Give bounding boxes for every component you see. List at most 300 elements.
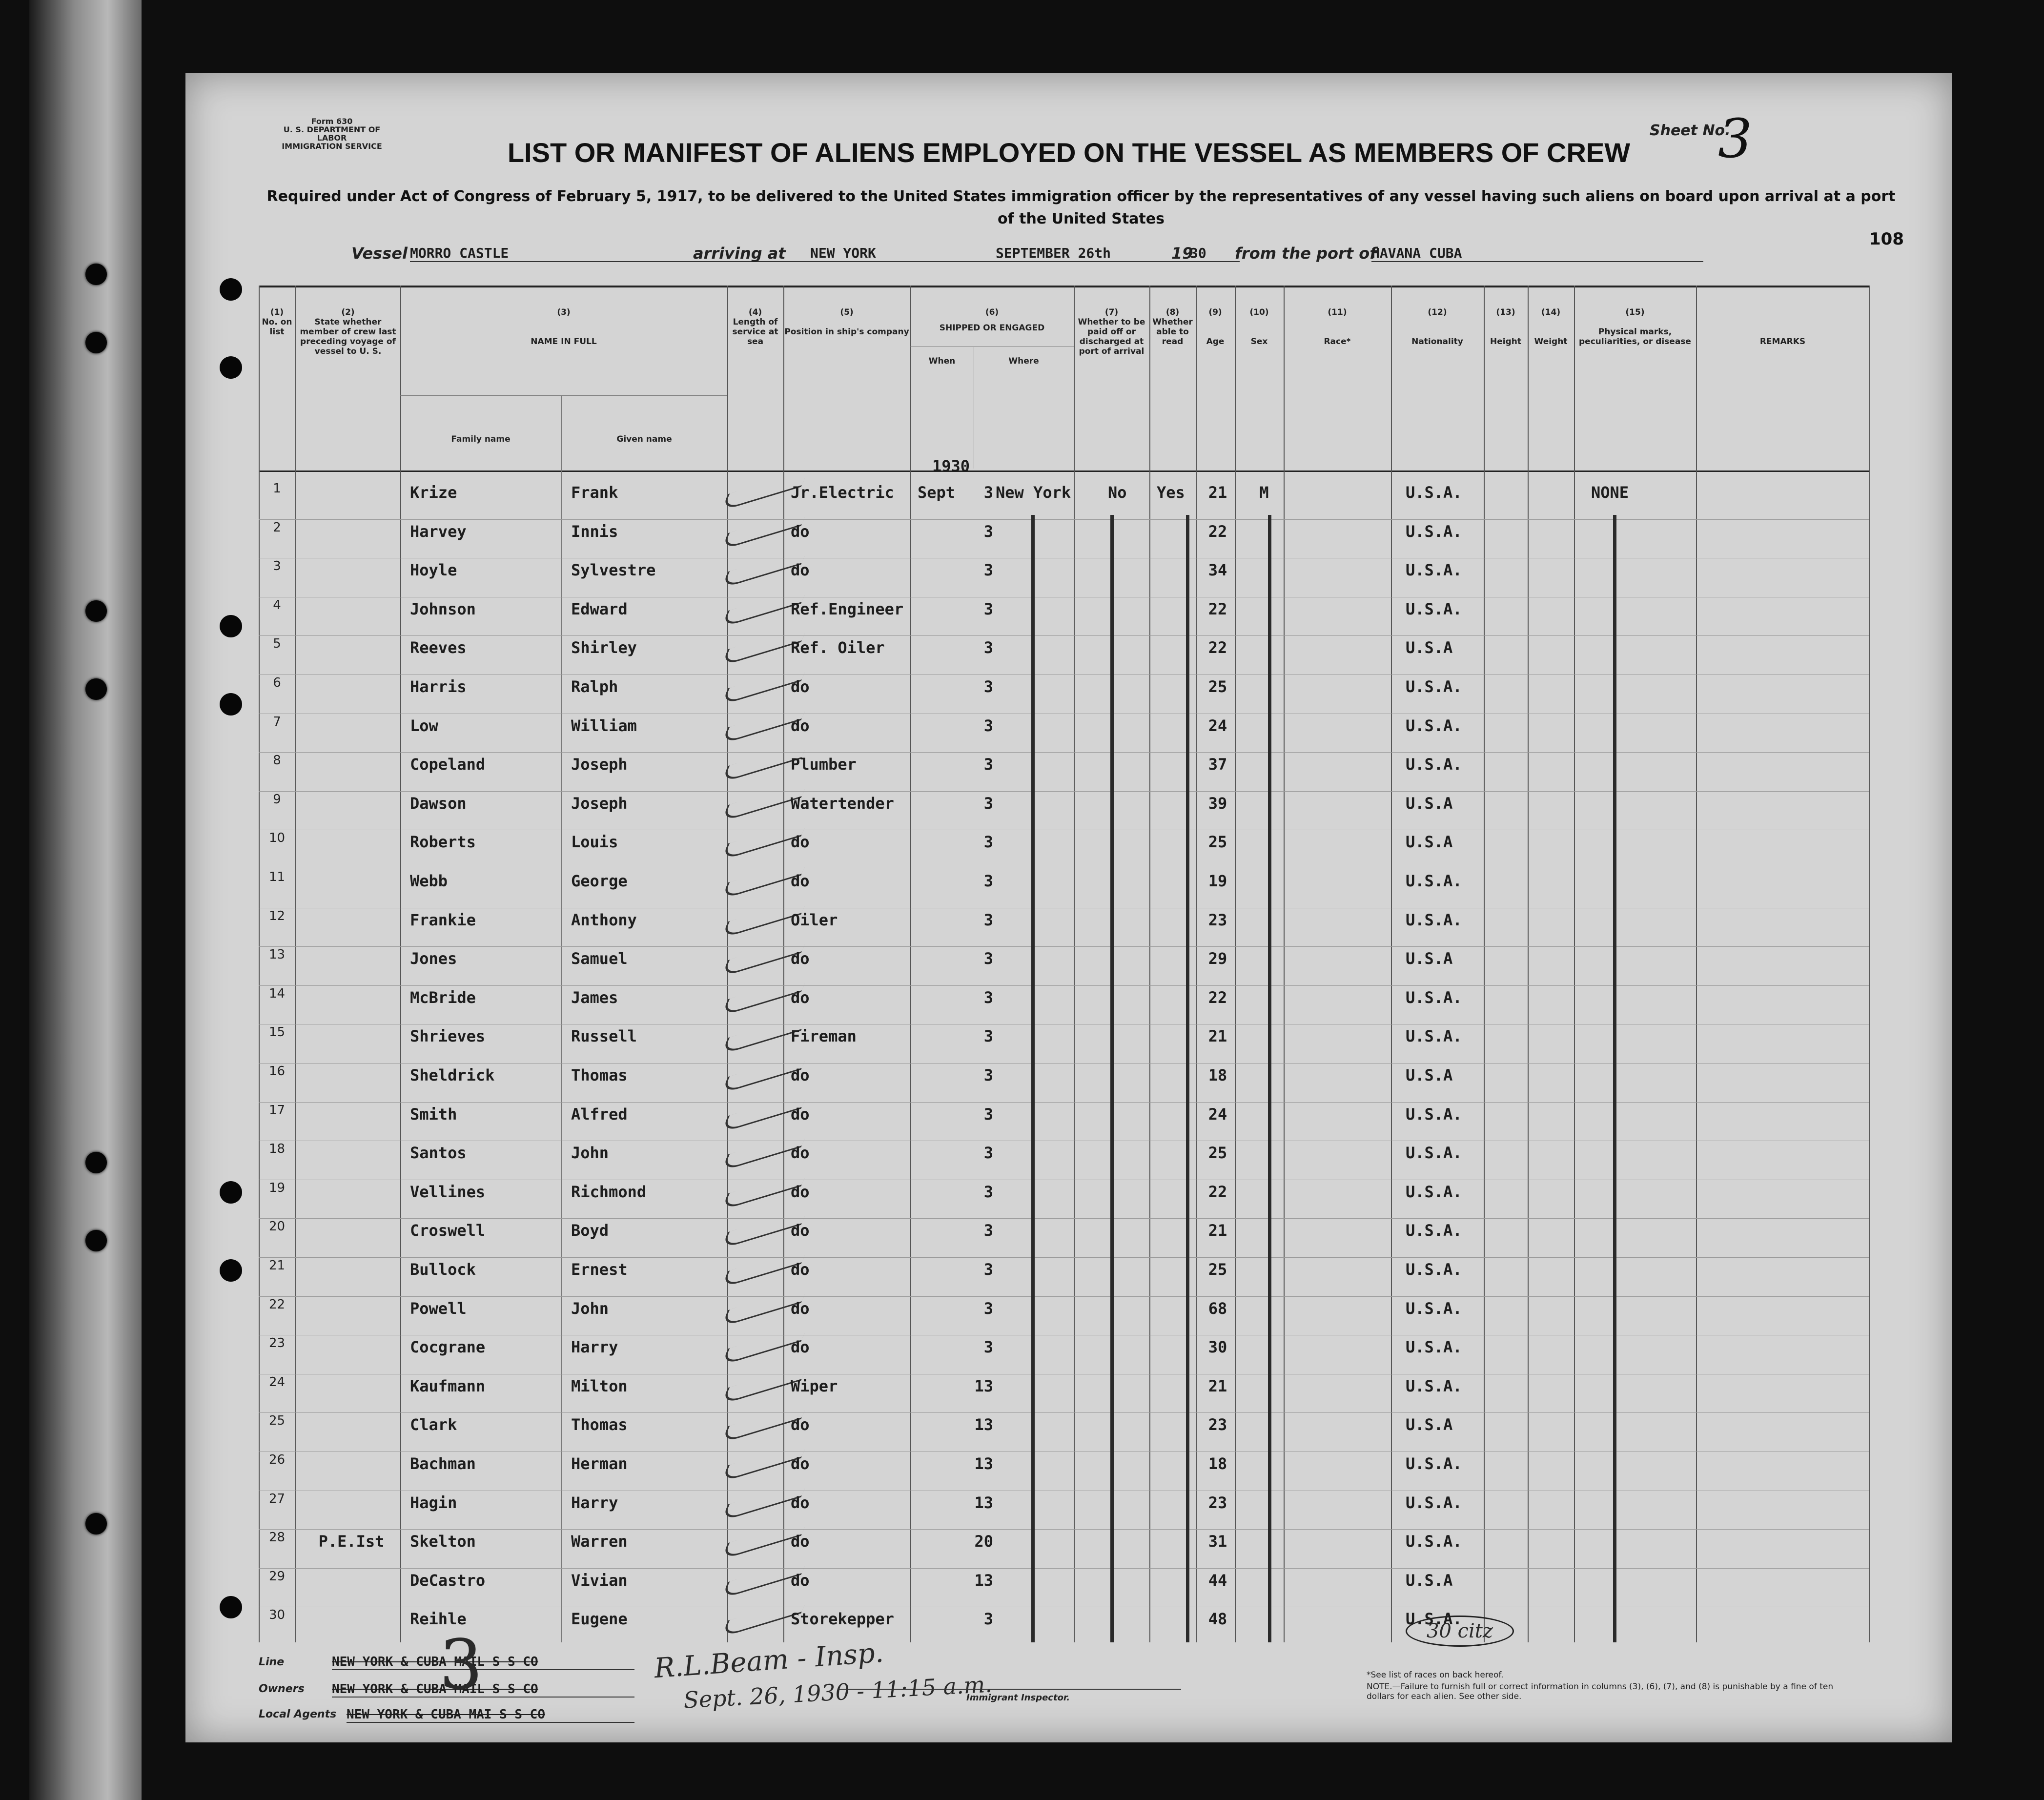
row-given: Milton bbox=[571, 1376, 628, 1395]
row-age: 39 bbox=[1208, 794, 1227, 813]
row-when: 3 bbox=[983, 677, 993, 696]
agents-value: NEW YORK & CUBA MAI S S CO bbox=[347, 1707, 634, 1723]
adjacent-page-edge bbox=[29, 0, 142, 1800]
row-when: 3 bbox=[983, 1338, 993, 1357]
row-position: Storekepper bbox=[791, 1610, 894, 1629]
row-family: Shrieves bbox=[410, 1027, 486, 1046]
row-nationality: U.S.A. bbox=[1406, 1144, 1462, 1163]
row-rule bbox=[259, 752, 1869, 753]
row-family: Powell bbox=[410, 1299, 467, 1318]
row-nationality: U.S.A. bbox=[1406, 910, 1462, 929]
row-when: 3 bbox=[983, 949, 993, 968]
row-position: do bbox=[791, 949, 810, 968]
ditto-line-where bbox=[1031, 515, 1035, 1642]
row-age: 21 bbox=[1208, 1027, 1227, 1046]
row-when: 3 bbox=[983, 561, 993, 580]
row-rule bbox=[259, 946, 1869, 947]
row-nationality: U.S.A bbox=[1406, 638, 1453, 657]
row-no: 30 bbox=[268, 1608, 286, 1623]
row-no: 14 bbox=[268, 986, 286, 1001]
row-given: Ernest bbox=[571, 1260, 628, 1279]
col-divider bbox=[1235, 286, 1236, 1642]
inspection-timestamp: Sept. 26, 1930 - 11:15 a.m. bbox=[683, 1671, 993, 1714]
row-nationality: U.S.A. bbox=[1406, 1105, 1462, 1124]
row-age: 31 bbox=[1208, 1532, 1227, 1551]
table-border-right bbox=[1869, 286, 1870, 1642]
row-given: Joseph bbox=[571, 794, 628, 813]
col5-header: (5) Position in ship's company bbox=[784, 307, 909, 337]
row-when: 3 bbox=[983, 1066, 993, 1084]
col10-header: (10) Sex bbox=[1249, 307, 1269, 347]
row-no: 10 bbox=[268, 831, 286, 846]
row-rule bbox=[259, 519, 1869, 520]
row-rule bbox=[259, 1063, 1869, 1064]
row-given: Edward bbox=[571, 599, 628, 618]
row-position: Fireman bbox=[791, 1027, 857, 1046]
row-family: Cocgrane bbox=[410, 1338, 486, 1357]
row-given: Boyd bbox=[571, 1221, 609, 1240]
row-family: Hagin bbox=[410, 1493, 457, 1512]
row-age: 22 bbox=[1208, 1182, 1227, 1201]
row-given: James bbox=[571, 988, 618, 1007]
col6a-header: When bbox=[928, 356, 956, 366]
row-given: William bbox=[571, 716, 637, 735]
col-divider bbox=[1528, 286, 1529, 1642]
row-position: Oiler bbox=[791, 910, 838, 929]
row-position: do bbox=[791, 1182, 810, 1201]
col-divider bbox=[1149, 286, 1150, 1642]
arriving-label: arriving at bbox=[693, 244, 786, 263]
manifest-page bbox=[185, 73, 1952, 1742]
row-no: 3 bbox=[273, 559, 281, 574]
row-age: 25 bbox=[1208, 1144, 1227, 1163]
col14-header: (14) Weight bbox=[1534, 307, 1568, 347]
page-title: LIST OR MANIFEST OF ALIENS EMPLOYED ON THE VESSEL AS MEMBERS OF CREW bbox=[507, 137, 1631, 168]
row-no: 15 bbox=[268, 1025, 286, 1040]
row-where: New York bbox=[996, 483, 1071, 502]
form-label: Form 630 U. S. DEPARTMENT OF LABOR IMMIGRATION SERVICE bbox=[282, 117, 382, 151]
row-when: 3 bbox=[983, 599, 993, 618]
stamped-number: 3 bbox=[439, 1625, 483, 1705]
row-family: Frankie bbox=[410, 910, 476, 929]
ditto-line-sex bbox=[1268, 515, 1271, 1642]
row-when: 13 bbox=[974, 1493, 993, 1512]
row-position: do bbox=[791, 872, 810, 890]
row-position: do bbox=[791, 1299, 810, 1318]
col-divider bbox=[400, 286, 401, 1642]
row-age: 37 bbox=[1208, 755, 1227, 774]
row-when: 20 bbox=[974, 1532, 993, 1551]
row-when: 3 bbox=[983, 1221, 993, 1240]
row-given: Harry bbox=[571, 1493, 618, 1512]
punch-hole bbox=[220, 1259, 242, 1282]
col2-header: (2) State whether member of crew last preceding voyage of vessel to U. S. bbox=[300, 307, 396, 356]
row-position: do bbox=[791, 1144, 810, 1163]
row-nationality: U.S.A bbox=[1406, 833, 1453, 852]
row-no: 27 bbox=[268, 1491, 286, 1506]
col-divider bbox=[1696, 286, 1697, 1642]
owners-label: Owners bbox=[259, 1683, 305, 1695]
row-nationality: U.S.A. bbox=[1406, 872, 1462, 890]
punch-hole bbox=[220, 1181, 242, 1204]
punch-hole bbox=[220, 278, 242, 301]
col9-header: (9) Age bbox=[1206, 307, 1225, 347]
row-rule bbox=[259, 1568, 1869, 1569]
row-nationality: U.S.A. bbox=[1406, 599, 1462, 618]
col3-header: (3) NAME IN FULL bbox=[531, 307, 597, 347]
row-position: do bbox=[791, 561, 810, 580]
inspector-signature: R.L.Beam - Insp. bbox=[653, 1636, 885, 1685]
agents-label: Local Agents bbox=[259, 1708, 337, 1720]
row-nationality: U.S.A bbox=[1406, 1415, 1453, 1434]
row-given: Alfred bbox=[571, 1105, 628, 1124]
row-when: 3 bbox=[983, 794, 993, 813]
row-month: Sept bbox=[918, 483, 956, 502]
arrival-date: SEPTEMBER 26th bbox=[996, 245, 1240, 262]
row-rule bbox=[259, 1412, 1869, 1413]
row-position: do bbox=[791, 522, 810, 541]
year-suffix: 30 bbox=[1190, 245, 1206, 261]
row-age: 22 bbox=[1208, 988, 1227, 1007]
row-given: Ralph bbox=[571, 677, 618, 696]
row-age: 34 bbox=[1208, 561, 1227, 580]
ditto-line-marks bbox=[1613, 515, 1616, 1642]
page-number: 108 bbox=[1869, 229, 1904, 249]
row-given: Thomas bbox=[571, 1066, 628, 1084]
row-no: 13 bbox=[268, 947, 286, 962]
row-position: do bbox=[791, 1221, 810, 1240]
row-no: 21 bbox=[268, 1258, 286, 1273]
col3a-header: Family name bbox=[451, 434, 511, 444]
row-age: 29 bbox=[1208, 949, 1227, 968]
row-given: Vivian bbox=[571, 1571, 628, 1590]
row-family: Hoyle bbox=[410, 561, 457, 580]
row-rule bbox=[259, 1257, 1869, 1258]
row-nationality: U.S.A. bbox=[1406, 483, 1462, 502]
col-divider bbox=[295, 286, 296, 1642]
row-marks: NONE bbox=[1591, 483, 1629, 502]
row-given: Samuel bbox=[571, 949, 628, 968]
row-position: do bbox=[791, 1571, 810, 1590]
citizen-count-note: 30 citz bbox=[1406, 1616, 1514, 1647]
row-nationality: U.S.A. bbox=[1406, 1532, 1462, 1551]
row-position: do bbox=[791, 1454, 810, 1473]
row-family: Reihle bbox=[410, 1610, 467, 1629]
row-age: 22 bbox=[1208, 599, 1227, 618]
row-when: 3 bbox=[983, 1027, 993, 1046]
year-heading: 1930 bbox=[932, 457, 970, 475]
row-age: 24 bbox=[1208, 716, 1227, 735]
row-no: 16 bbox=[268, 1064, 286, 1079]
row-when: 3 bbox=[983, 833, 993, 852]
row-family: Johnson bbox=[410, 599, 476, 618]
row-nationality: U.S.A. bbox=[1406, 1182, 1462, 1201]
row-position: Wiper bbox=[791, 1376, 838, 1395]
row-when: 3 bbox=[983, 755, 993, 774]
col6b-header: Where bbox=[1008, 356, 1039, 366]
row-given: Sylvestre bbox=[571, 561, 656, 580]
row-rule bbox=[259, 791, 1869, 792]
from-label: from the port of bbox=[1235, 244, 1377, 263]
row-nationality: U.S.A. bbox=[1406, 1221, 1462, 1240]
row-rule bbox=[259, 635, 1869, 636]
row-age: 21 bbox=[1208, 1376, 1227, 1395]
row-age: 19 bbox=[1208, 872, 1227, 890]
row-no: 5 bbox=[273, 636, 281, 652]
col6-header: (6) SHIPPED OR ENGAGED bbox=[939, 307, 1045, 333]
punch-hole bbox=[220, 693, 242, 716]
row-given: Harry bbox=[571, 1338, 618, 1357]
row-when: 3 bbox=[983, 988, 993, 1007]
col8-header: (8) Whether able to read bbox=[1152, 307, 1193, 347]
row-nationality: U.S.A. bbox=[1406, 716, 1462, 735]
row-no: 19 bbox=[268, 1180, 286, 1195]
col-divider bbox=[1391, 286, 1392, 1642]
row-family: Bullock bbox=[410, 1260, 476, 1279]
punch-hole bbox=[220, 1596, 242, 1618]
col1-header: (1) No. on list bbox=[262, 307, 292, 337]
row-position: do bbox=[791, 833, 810, 852]
row-no: 29 bbox=[268, 1569, 286, 1584]
row-family: McBride bbox=[410, 988, 476, 1007]
row-when: 13 bbox=[974, 1376, 993, 1395]
row-no: 24 bbox=[268, 1374, 286, 1390]
row-family: Santos bbox=[410, 1144, 467, 1163]
inspector-rule bbox=[839, 1689, 1181, 1690]
row-nationality: U.S.A. bbox=[1406, 1338, 1462, 1357]
row-rule bbox=[259, 1296, 1869, 1297]
owners-value: NEW YORK & CUBA MAIL S S CO bbox=[332, 1682, 634, 1698]
row-when: 3 bbox=[983, 1144, 993, 1163]
line-label: Line bbox=[259, 1656, 285, 1668]
row-age: 30 bbox=[1208, 1338, 1227, 1357]
row-position: Plumber bbox=[791, 755, 857, 774]
name-subheader-rule bbox=[400, 395, 727, 396]
row-position: do bbox=[791, 988, 810, 1007]
row-given: Anthony bbox=[571, 910, 637, 929]
row-position: do bbox=[791, 1415, 810, 1434]
row-given: Herman bbox=[571, 1454, 628, 1473]
vessel-label: Vessel bbox=[351, 244, 408, 263]
row-position: do bbox=[791, 1105, 810, 1124]
row-family: Webb bbox=[410, 872, 448, 890]
row-when: 3 bbox=[983, 872, 993, 890]
row-no: 2 bbox=[273, 520, 281, 535]
row-given: Russell bbox=[571, 1027, 637, 1046]
row-rule bbox=[259, 1529, 1869, 1530]
sheet-number: 3 bbox=[1718, 107, 1752, 170]
row-when: 13 bbox=[974, 1571, 993, 1590]
row-no: 23 bbox=[268, 1336, 286, 1351]
row-when: 3 bbox=[983, 1260, 993, 1279]
row-given: Frank bbox=[571, 483, 618, 502]
row-position: Ref. Oiler bbox=[791, 638, 885, 657]
row-age: 22 bbox=[1208, 638, 1227, 657]
row-given: Thomas bbox=[571, 1415, 628, 1434]
row-age: 21 bbox=[1208, 1221, 1227, 1240]
row-when: 3 bbox=[983, 1182, 993, 1201]
row-position: do bbox=[791, 1338, 810, 1357]
row-position: Ref.Engineer bbox=[791, 599, 904, 618]
punch-hole bbox=[220, 615, 242, 637]
vessel-name: MORRO CASTLE bbox=[410, 245, 849, 262]
row-given: Warren bbox=[571, 1532, 628, 1551]
row-age: 21 bbox=[1208, 483, 1227, 502]
row-age: 18 bbox=[1208, 1066, 1227, 1084]
row-given: Innis bbox=[571, 522, 618, 541]
row-position: do bbox=[791, 1493, 810, 1512]
row-nationality: U.S.A. bbox=[1406, 677, 1462, 696]
row-when: 13 bbox=[974, 1415, 993, 1434]
col4-header: (4) Length of service at sea bbox=[732, 307, 778, 347]
row-rule bbox=[259, 1218, 1869, 1219]
row-no: 7 bbox=[273, 714, 281, 729]
row-given: John bbox=[571, 1144, 609, 1163]
row-position: do bbox=[791, 1260, 810, 1279]
year-prefix: 19 bbox=[1171, 244, 1193, 263]
row-rule bbox=[259, 985, 1869, 986]
row-nationality: U.S.A. bbox=[1406, 755, 1462, 774]
row-family: Jones bbox=[410, 949, 457, 968]
col12-header: (12) Nationality bbox=[1411, 307, 1463, 347]
row-read: Yes bbox=[1157, 483, 1185, 502]
row-no: 25 bbox=[268, 1413, 286, 1429]
row-position: do bbox=[791, 716, 810, 735]
row-age: 23 bbox=[1208, 1493, 1227, 1512]
row-no: 8 bbox=[273, 753, 281, 768]
row-position: do bbox=[791, 1066, 810, 1084]
punch-hole bbox=[220, 356, 242, 379]
row-sex: M bbox=[1259, 483, 1269, 502]
row-nationality: U.S.A bbox=[1406, 1066, 1453, 1084]
row-family: Krize bbox=[410, 483, 457, 502]
row-family: Roberts bbox=[410, 833, 476, 852]
row-nationality: U.S.A. bbox=[1406, 522, 1462, 541]
row-family: Dawson bbox=[410, 794, 467, 813]
row-nationality: U.S.A. bbox=[1406, 561, 1462, 580]
row-age: 24 bbox=[1208, 1105, 1227, 1124]
row-age: 25 bbox=[1208, 1260, 1227, 1279]
line-value: NEW YORK & CUBA MAIL S S CO bbox=[332, 1655, 634, 1670]
row-age: 25 bbox=[1208, 833, 1227, 852]
row-paid: No bbox=[1108, 483, 1127, 502]
row-nationality: U.S.A. bbox=[1406, 1454, 1462, 1473]
row-family: Clark bbox=[410, 1415, 457, 1434]
row-no: 18 bbox=[268, 1142, 286, 1157]
row-age: 18 bbox=[1208, 1454, 1227, 1473]
row-family: DeCastro bbox=[410, 1571, 486, 1590]
row-no: 6 bbox=[273, 675, 281, 690]
row-family: Harris bbox=[410, 677, 467, 696]
col15-header: (15) Physical marks, peculiarities, or disease bbox=[1579, 307, 1691, 347]
row-given: Eugene bbox=[571, 1610, 628, 1629]
sheet-label: Sheet No. bbox=[1650, 122, 1731, 139]
row-nationality: U.S.A bbox=[1406, 794, 1453, 813]
row-given: Shirley bbox=[571, 638, 637, 657]
row-age: 23 bbox=[1208, 1415, 1227, 1434]
row-no: 11 bbox=[268, 870, 286, 884]
row-position: Watertender bbox=[791, 794, 894, 813]
row-nationality: U.S.A. bbox=[1406, 1610, 1462, 1629]
row-when: 3 bbox=[983, 1299, 993, 1318]
row-given: Joseph bbox=[571, 755, 628, 774]
row-given: John bbox=[571, 1299, 609, 1318]
arriving-port: NEW YORK bbox=[810, 245, 1098, 262]
row-no: 20 bbox=[268, 1219, 286, 1234]
row-when: 3 bbox=[983, 1105, 993, 1124]
col11-header: (11) Race* bbox=[1324, 307, 1351, 347]
row-family: Reeves bbox=[410, 638, 467, 657]
ditto-line-paid bbox=[1110, 515, 1114, 1642]
row-family: Smith bbox=[410, 1105, 457, 1124]
row-age: 44 bbox=[1208, 1571, 1227, 1590]
row-nationality: U.S.A. bbox=[1406, 1493, 1462, 1512]
row-family: Sheldrick bbox=[410, 1066, 495, 1084]
row-no: 26 bbox=[268, 1452, 286, 1467]
row-family: Skelton bbox=[410, 1532, 476, 1551]
col3b-header: Given name bbox=[616, 434, 672, 444]
row-nationality: U.S.A. bbox=[1406, 1376, 1462, 1395]
page-subtitle: Required under Act of Congress of February 5, 1917, to be delivered to the United States immigration officer by the representatives of any vessel having such aliens on board upon arrival at a port of the United States bbox=[266, 188, 1896, 227]
col13-header: (13) Height bbox=[1490, 307, 1521, 347]
row-position: do bbox=[791, 677, 810, 696]
row-when: 3 bbox=[983, 1610, 993, 1629]
row-no: 22 bbox=[268, 1297, 286, 1312]
row-nationality: U.S.A. bbox=[1406, 1027, 1462, 1046]
row-family: Harvey bbox=[410, 522, 467, 541]
row-no: 17 bbox=[268, 1103, 286, 1118]
row-age: 48 bbox=[1208, 1610, 1227, 1629]
races-note: *See list of races on back hereof. bbox=[1367, 1670, 1504, 1680]
row-family: Low bbox=[410, 716, 438, 735]
row-no: 12 bbox=[268, 908, 286, 923]
col16-header: REMARKS bbox=[1759, 337, 1806, 347]
col-divider bbox=[561, 395, 562, 1642]
row-nationality: U.S.A. bbox=[1406, 1260, 1462, 1279]
col-divider bbox=[1574, 286, 1575, 1642]
row-given: Louis bbox=[571, 833, 618, 852]
from-port: HAVANA CUBA bbox=[1371, 245, 1703, 262]
row-when: 3 bbox=[983, 522, 993, 541]
row-nationality: U.S.A bbox=[1406, 1571, 1453, 1590]
row-family: Copeland bbox=[410, 755, 486, 774]
row-when: 3 bbox=[983, 910, 993, 929]
row-given: Richmond bbox=[571, 1182, 647, 1201]
row-when: 3 bbox=[983, 638, 993, 657]
row-age: 68 bbox=[1208, 1299, 1227, 1318]
row-family: Bachman bbox=[410, 1454, 476, 1473]
row-no: 1 bbox=[273, 481, 281, 496]
row-age: 22 bbox=[1208, 522, 1227, 541]
penalty-note: NOTE.—Failure to furnish full or correct information in columns (3), (6), (7), and (8) is punishable by a fine of ten dollars for each alien. See other side. bbox=[1367, 1682, 1834, 1701]
row-when: 13 bbox=[974, 1454, 993, 1473]
row-age: 23 bbox=[1208, 910, 1227, 929]
row-position: do bbox=[791, 1532, 810, 1551]
col-divider bbox=[1284, 286, 1285, 1642]
row-family: Vellines bbox=[410, 1182, 486, 1201]
col7-header: (7) Whether to be paid off or discharged at port of arrival bbox=[1078, 307, 1145, 356]
row-when: 3 bbox=[983, 483, 993, 502]
row-nationality: U.S.A bbox=[1406, 949, 1453, 968]
row-state: P.E.Ist bbox=[318, 1532, 385, 1551]
row-nationality: U.S.A. bbox=[1406, 1299, 1462, 1318]
row-no: 9 bbox=[273, 792, 281, 807]
row-no: 28 bbox=[268, 1530, 286, 1545]
row-nationality: U.S.A. bbox=[1406, 988, 1462, 1007]
row-age: 25 bbox=[1208, 677, 1227, 696]
row-rule bbox=[259, 1102, 1869, 1103]
row-position: Jr.Electric bbox=[791, 483, 894, 502]
